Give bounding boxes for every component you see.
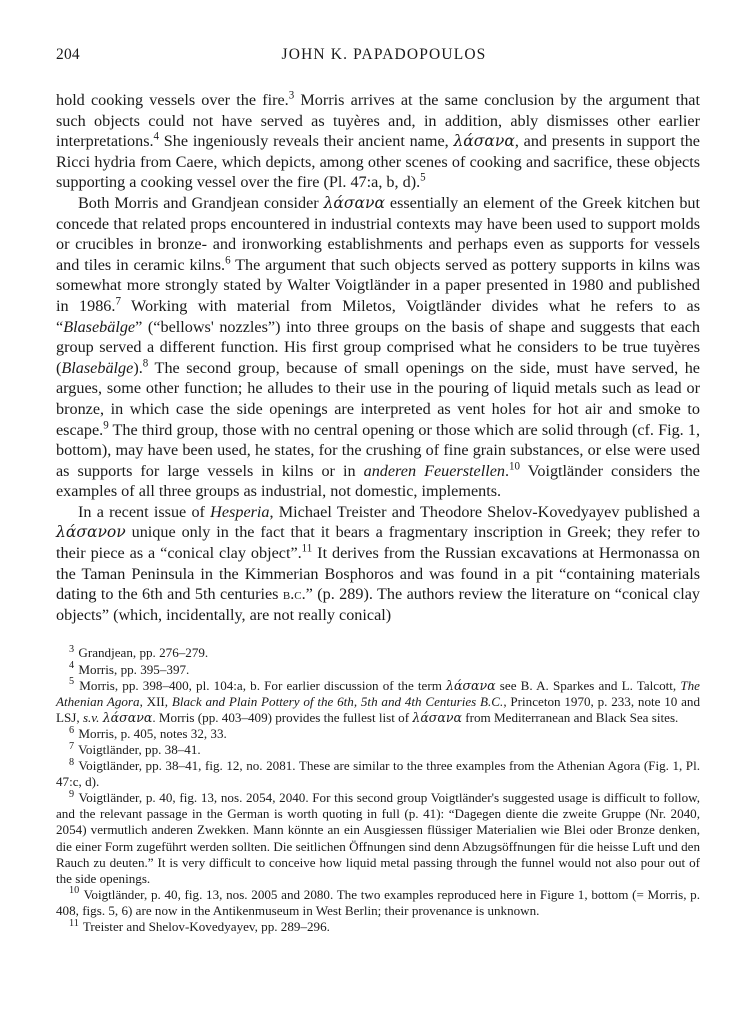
footnote: $^4$ Morris, pp. 395–397. [69,660,190,677]
paragraph: In a recent issue of Hesperia, Michael Treister and Theodore Shelov-Kovedyayev published a λάσανον unique only in the fact that it bears a fragmentary inscription in Greek; they refer to their piece as a “conical clay object”.$^{11}$ It derives from the Russian excavations at Hermonassa on the Taman Peninsula in the Kimmerian Bosphoros and was found in a pit “containing materials dating to the 6th and 5th centuries b.c.” (p. 289). The authors review the literature on “conical clay objects” (which, incidentally, are not really conical) [56,502,700,624]
paragraph: hold cooking vessels over the fire.$^3$ Morris arrives at the same conclusion by the argument that such objects could not have served as tuyères and, in addition, ably dismisses other earlier interpretations.$^4$ She ingeniously reveals their ancient name, λάσανα, and presents in support the Ricci hydria from Caere, which depicts, among other scenes of cooking and sacrifice, these objects supporting a cooking vessel over the fire (Pl. 47:a, b, d).$^5$ [56,89,700,192]
footnote: $^5$ Morris, pp. 398–400, pl. 104:a, b. For earlier discussion of the term λάσανα see B. A. Sparkes and L. Talcott, The Athenian Agora, XII, Black and Plain Pottery of the 6th, 5th and 4th Centuries B.C., Princeton 1970, p. 233, note 10 and LSJ, s.v. λάσανα. Morris (pp. 403–409) provides the fullest list of λάσανα from Mediterranean and Black Sea sites. [56,676,701,725]
paragraph: Both Morris and Grandjean consider λάσανα essentially an element of the Greek kitchen but concede that related props encountered in industrial contexts may have been used to support molds or crucibles in bronze- and ironworking establishments and perhaps even as supports for vessels and tiles in ceramic kilns.$^6$ The argument that such objects served as pottery supports in kilns was somewhat more strongly stated by Walter Voigtländer in a paper presented in 1980 and published in 1986.$^7$ Working with material from Miletos, Voigtländer divides what he refers to as “Blasebälge” (“bellows' nozzles”) into three groups on the basis of shape and suggests that each group served a different function. His first group comprised what he considers to be true tuyères (Blasebälge).$^8$ The second group, because of small openings on the side, must have served, he argues, some other function; he alludes to their use in the pouring of liquid metals such as lead or bronze, in which case the side openings are interpreted as vent holes for hot air and smoke to escape.$^9$ The third group, those with no central opening or those which are solid through (cf. Fig. 1, bottom), may have been used, he states, for the crushing of fine grain substances, or else were used as supports for large vessels in kilns or in anderen Feuerstellen.$^{10}$ Voigtländer considers the examples of all three groups as industrial, not domestic, implements. [56,193,701,501]
running-head-title: JOHN K. PAPADOPOULOS [281,46,487,63]
footnote: $^9$ Voigtländer, p. 40, fig. 13, nos. 2054, 2040. For this second group Voigtländer's suggested usage is difficult to follow, and the relevant passage in the German is worth quoting in full (p. 41): “Dagegen diente die zweite Gruppe (Nr. 2040, 2054) vermutlich anderen Zwekken. Mann könnte an ein Ausgiessen flüssiger Materialien wie Blei oder Bronze denken, die einer Form zugeführt werden sollten. Die seitlichen Öffnungen sind denn Abzugsöffnungen für die heisse Luft und den Rauch zu deuten.” It is very difficult to conceive how liquid metal passing through the funnel would not also pour out of the side openings. [56,788,700,886]
running-head [56,46,700,68]
footnote: $^7$ Voigtländer, pp. 38–41. [69,740,201,757]
footnote: $^6$ Morris, p. 405, notes 32, 33. [69,724,227,741]
footnote: $^{11}$ Treister and Shelov-Kovedyayev, pp. 289–296. [69,917,330,935]
page-number: 204 [56,46,80,63]
footnotes [56,645,700,935]
footnote: $^3$ Grandjean, pp. 276–279. [69,644,209,661]
footnote: $^8$ Voigtländer, pp. 38–41, fig. 12, no. 2081. These are similar to the three examples from the Athenian Agora (Fig. 1, Pl. 47:c, d). [56,756,700,790]
body-text [56,90,700,625]
footnote: $^{10}$ Voigtländer, p. 40, fig. 13, nos. 2005 and 2080. The two examples reproduced here in Figure 1, bottom (= Morris, p. 408, figs. 5, 6) are now in the Antikenmuseum in West Berlin; their provenance is unknown. [56,885,700,918]
